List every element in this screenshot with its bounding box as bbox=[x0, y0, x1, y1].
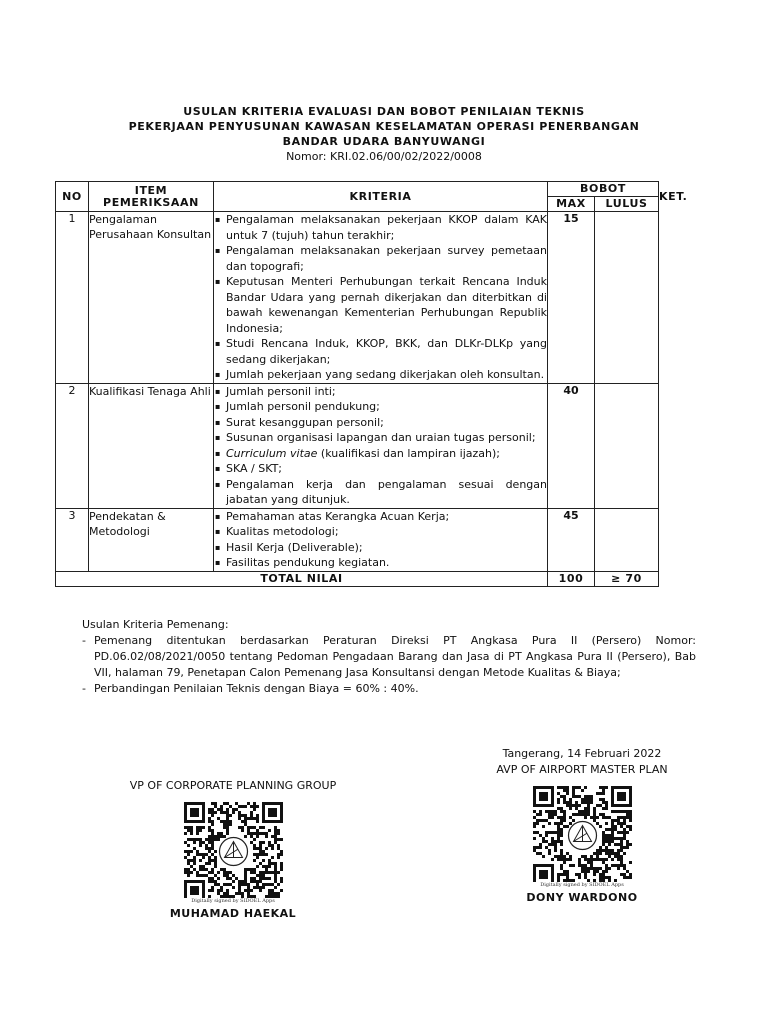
dash-marker: - bbox=[82, 682, 86, 695]
row-number: 1 bbox=[56, 212, 89, 384]
criteria-item bbox=[214, 430, 547, 446]
signature-right bbox=[450, 746, 714, 906]
note-item bbox=[82, 633, 696, 681]
row-number: 2 bbox=[56, 383, 89, 508]
criteria-item bbox=[214, 509, 547, 525]
row-max: 45 bbox=[548, 508, 595, 571]
criteria-row bbox=[56, 383, 659, 508]
criteria-item bbox=[214, 367, 547, 383]
header-kriteria: KRITERIA bbox=[214, 182, 548, 212]
row-criteria bbox=[214, 508, 548, 571]
criteria-text: Jumlah personil pendukung; bbox=[226, 400, 380, 413]
header-max: MAX bbox=[548, 197, 595, 212]
square-bullet-icon: ▪ bbox=[215, 448, 221, 458]
criteria-text: Pemahaman atas Kerangka Acuan Kerja; bbox=[226, 509, 450, 523]
criteria-list bbox=[214, 384, 547, 508]
criteria-item bbox=[214, 243, 547, 274]
criteria-text: Pengalaman melaksanakan pekerjaan KKOP dalam KAK untuk 7 (tujuh) tahun terakhir; bbox=[226, 213, 547, 242]
winner-criteria-notes bbox=[82, 617, 696, 697]
title-line-3: BANDAR UDARA BANYUWANGI bbox=[282, 135, 486, 148]
square-bullet-icon: ▪ bbox=[215, 542, 221, 552]
criteria-item bbox=[214, 415, 547, 431]
criteria-text: Jumlah pekerjaan yang sedang dikerjakan oleh konsultan. bbox=[226, 368, 545, 381]
title-line-1: USULAN KRITERIA EVALUASI DAN BOBOT PENILAIAN TEKNIS bbox=[183, 105, 585, 118]
criteria-item bbox=[214, 399, 547, 415]
qr-code-signature bbox=[529, 782, 635, 888]
criteria-text: Pengalaman kerja dan pengalaman sesuai dengan jabatan yang ditunjuk. bbox=[226, 477, 547, 506]
note-text: Pemenang ditentukan berdasarkan Peraturan Direksi PT Angkasa Pura II (Persero) Nomor: PD.06.02/08/2021/0050 tentang Pedoman Pengadaan Barang dan Jasa di PT Angkasa Pura II (Persero), Bab VII, halaman 79, Penetapan Calon Pemenang Jasa Konsultansi dengan Metode Kualitas & Biaya; bbox=[94, 634, 696, 679]
document-number: Nomor: KRI.02.06/00/02/2022/0008 bbox=[286, 150, 482, 163]
row-lulus bbox=[595, 383, 659, 508]
criteria-list bbox=[214, 212, 547, 383]
square-bullet-icon: ▪ bbox=[215, 370, 221, 379]
qr-code-signature bbox=[180, 798, 286, 904]
criteria-item bbox=[214, 540, 547, 556]
row-item: Kualifikasi Tenaga Ahli bbox=[89, 383, 214, 508]
square-bullet-icon: ▪ bbox=[215, 511, 221, 521]
total-lulus: ≥ 70 bbox=[595, 571, 659, 586]
header-no: NO bbox=[56, 182, 89, 212]
row-max: 15 bbox=[548, 212, 595, 384]
title-line-2: PEKERJAAN PENYUSUNAN KAWASAN KESELAMATAN OPERASI PENERBANGAN bbox=[128, 120, 640, 133]
qr-caption: Digitally signed by SIDOEL Apps bbox=[540, 882, 624, 888]
criteria-text: Curriculum vitae (kualifikasi dan lampiran ijazah); bbox=[226, 446, 500, 460]
square-bullet-icon: ▪ bbox=[215, 339, 221, 348]
criteria-item bbox=[214, 212, 547, 243]
row-item: Pengalaman Perusahaan Konsultan bbox=[89, 212, 214, 384]
notes-heading: Usulan Kriteria Pemenang: bbox=[82, 618, 229, 631]
square-bullet-icon: ▪ bbox=[215, 433, 221, 442]
row-item: Pendekatan & Metodologi bbox=[89, 508, 214, 571]
criteria-text: Keputusan Menteri Perhubungan terkait Rencana Induk Bandar Udara yang pernah dikerjakan dan diterbitkan di bawah kewenangan Kementerian Perhubungan Republik Indonesia; bbox=[226, 275, 547, 335]
criteria-table: NO ITEM PEMERIKSAAN KRITERIA BOBOT KET. MAX LULUS 1 Pengalaman Perusahaan Konsultan ▪ Pengalaman melaksanakan pekerjaan KKOP dalam KAK untuk 7 (tujuh) tahun terakhir; ▪ Pengalaman melaksanakan pekerjaan survey pemetaan dan topografi; ▪ Keputusan Menteri Perhubungan terkait Rencana Induk Bandar Udara yang pernah dikerjakan dan diterbitkan di bawah kewenangan Kementerian Perhubungan Republik Indonesia; ▪ Studi Rencana Induk, KKOP, BKK, dan DLKr-DLKp yang sedang dikerjakan; ▪ Jumlah pekerjaan yang sedang dikerjakan oleh konsultan. 15 2 Kualifikasi Tenaga Ahli ▪ Jumlah personil inti; ▪ Jumlah personil pendukung; ▪ Surat kesanggupan personil; ▪ Susunan organisasi lapangan dan uraian tugas personil; ▪ Curriculum vitae (kualifikasi dan lampiran ijazah); ▪ SKA / SKT; ▪ Pengalaman kerja dan pengalaman sesuai dengan jabatan yang ditunjuk. 40 3 Pendekatan & Metodologi ▪ Pemahaman atas Kerangka Acuan Kerja; ▪ Kualitas metodologi; ▪ Hasil Kerja (Deliverable); ▪ Fasilitas pendukung kegiatan. 45 TOTAL NILAI 100 ≥ 70 bbox=[55, 181, 659, 587]
signer-name: DONY WARDONO bbox=[526, 891, 638, 904]
square-bullet-icon: ▪ bbox=[215, 386, 221, 396]
criteria-item bbox=[214, 555, 547, 571]
criteria-text: Kualitas metodologi; bbox=[226, 525, 339, 538]
header-item: ITEM PEMERIKSAAN bbox=[89, 182, 214, 212]
criteria-text: Hasil Kerja (Deliverable); bbox=[226, 540, 363, 554]
square-bullet-icon: ▪ bbox=[215, 417, 221, 427]
qr-caption: Digitally signed by SIDOEL Apps bbox=[191, 898, 275, 904]
header-bobot: BOBOT bbox=[548, 182, 659, 197]
signer-name: MUHAMAD HAEKAL bbox=[169, 907, 297, 920]
square-bullet-icon: ▪ bbox=[215, 464, 221, 473]
total-max: 100 bbox=[548, 571, 595, 586]
criteria-row bbox=[56, 212, 659, 384]
square-bullet-icon: ▪ bbox=[215, 215, 221, 224]
square-bullet-icon: ▪ bbox=[215, 402, 221, 411]
signature-left bbox=[104, 762, 362, 922]
criteria-item bbox=[214, 524, 547, 540]
criteria-item bbox=[214, 384, 547, 400]
criteria-item bbox=[214, 336, 547, 367]
square-bullet-icon: ▪ bbox=[215, 277, 221, 286]
signature-date-place: Tangerang, 14 Februari 2022 bbox=[502, 747, 662, 760]
row-criteria bbox=[214, 383, 548, 508]
criteria-text: Fasilitas pendukung kegiatan. bbox=[226, 556, 390, 569]
criteria-text: Studi Rencana Induk, KKOP, BKK, dan DLKr-DLKp yang sedang dikerjakan; bbox=[226, 337, 547, 366]
criteria-text: Surat kesanggupan personil; bbox=[226, 415, 384, 429]
criteria-list bbox=[214, 509, 547, 571]
criteria-item bbox=[214, 461, 547, 477]
square-bullet-icon: ▪ bbox=[215, 527, 221, 536]
document-header bbox=[0, 104, 768, 164]
row-criteria bbox=[214, 212, 548, 384]
row-number: 3 bbox=[56, 508, 89, 571]
criteria-row bbox=[56, 508, 659, 571]
square-bullet-icon: ▪ bbox=[215, 246, 221, 255]
criteria-item bbox=[214, 446, 547, 462]
criteria-text: Jumlah personil inti; bbox=[226, 384, 336, 398]
note-item bbox=[82, 681, 696, 697]
criteria-text: SKA / SKT; bbox=[226, 462, 282, 475]
signer-title: AVP OF AIRPORT MASTER PLAN bbox=[496, 763, 668, 776]
signer-title: VP OF CORPORATE PLANNING GROUP bbox=[129, 779, 337, 792]
criteria-text: Pengalaman melaksanakan pekerjaan survey pemetaan dan topografi; bbox=[226, 244, 547, 273]
header-lulus: LULUS bbox=[595, 197, 659, 212]
total-label: TOTAL NILAI bbox=[56, 571, 548, 586]
square-bullet-icon: ▪ bbox=[215, 558, 221, 567]
square-bullet-icon: ▪ bbox=[215, 479, 221, 489]
criteria-item bbox=[214, 477, 547, 508]
dash-marker: - bbox=[82, 634, 86, 647]
total-row bbox=[56, 571, 659, 586]
note-text: Perbandingan Penilaian Teknis dengan Biaya = 60% : 40%. bbox=[94, 682, 419, 695]
criteria-item bbox=[214, 274, 547, 336]
row-lulus bbox=[595, 212, 659, 384]
criteria-text: Susunan organisasi lapangan dan uraian tugas personil; bbox=[226, 431, 536, 444]
row-lulus bbox=[595, 508, 659, 571]
row-max: 40 bbox=[548, 383, 595, 508]
